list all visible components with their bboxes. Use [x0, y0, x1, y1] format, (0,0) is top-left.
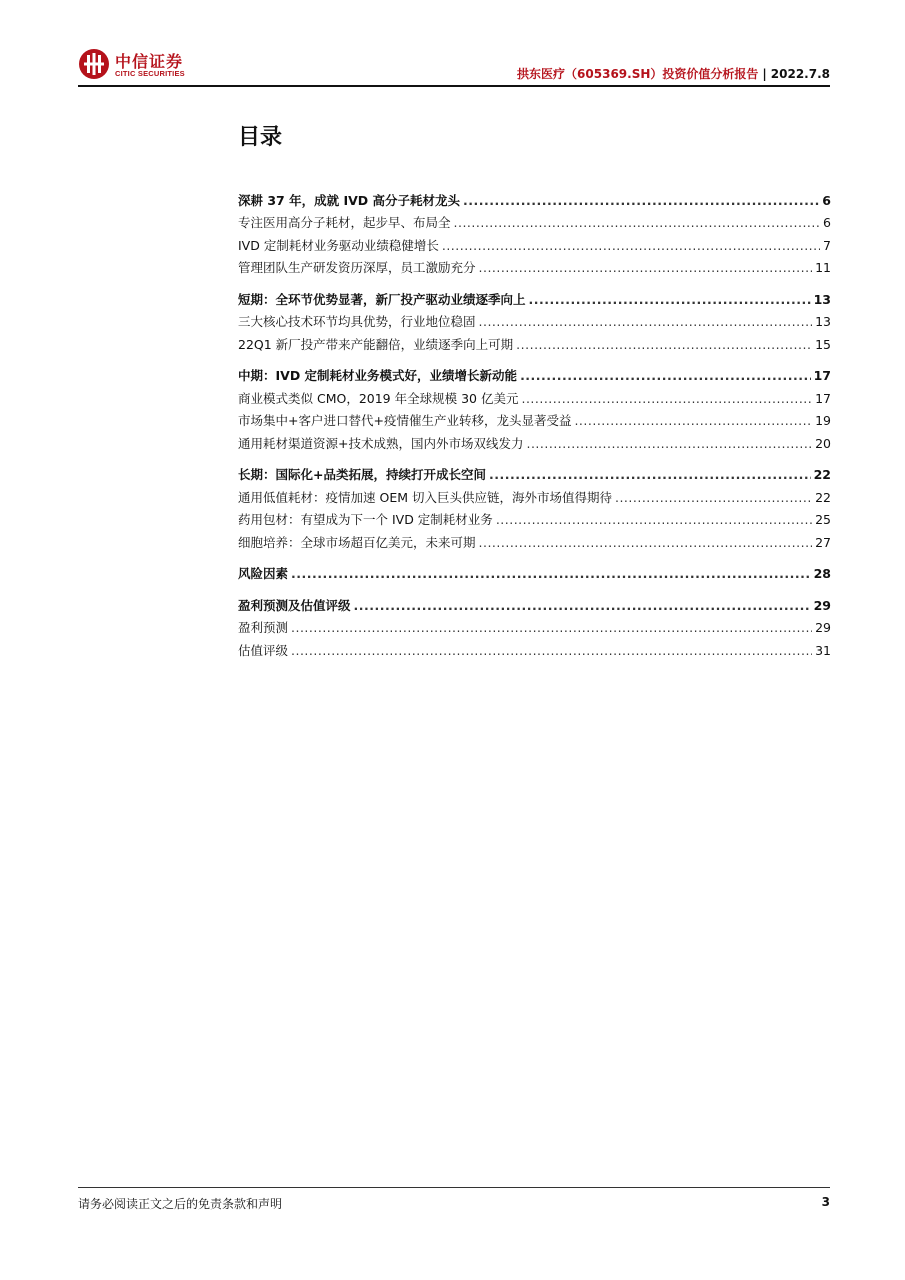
toc-entry-label: 通用低值耗材：疫情加速 OEM 切入巨头供应链，海外市场值得期待 — [238, 489, 612, 505]
toc-dot-leader — [442, 238, 820, 254]
header-rule — [78, 85, 830, 87]
toc-section-entry[interactable] — [238, 362, 831, 385]
toc-dot-leader — [479, 535, 813, 551]
toc-entry-page: 13 — [815, 314, 831, 329]
toc-dot-leader — [354, 598, 811, 614]
toc-dot-leader — [615, 490, 812, 506]
toc-subsection-entry[interactable] — [238, 429, 831, 452]
toc-dot-leader — [516, 337, 812, 353]
toc-entry-label: 专注医用高分子耗材，起步早、布局全 — [238, 215, 451, 230]
toc-section-gap — [238, 582, 831, 591]
toc-entry-page: 20 — [815, 435, 831, 451]
toc-section-entry[interactable] — [238, 186, 831, 209]
toc-entry-page: 6 — [822, 192, 831, 208]
toc-entry-label: 风险因素 — [238, 566, 289, 581]
toc-subsection-entry[interactable] — [238, 407, 831, 430]
toc-entry-page: 28 — [813, 566, 831, 581]
toc-section-gap — [238, 353, 831, 362]
toc-subsection-entry[interactable] — [238, 528, 831, 551]
toc-section-entry[interactable] — [238, 560, 831, 583]
toc-entry-label: 商业模式类似 CMO，2019 年全球规模 30 亿美元 — [238, 390, 519, 406]
toc-dot-leader — [463, 193, 819, 209]
toc-dot-leader — [489, 467, 811, 483]
toc-entry-page: 17 — [813, 368, 831, 383]
header-separator: | — [762, 67, 767, 81]
page-footer — [78, 1187, 830, 1211]
toc-entry-page: 19 — [815, 413, 831, 428]
toc-entry-label: 22Q1 新厂投产带来产能翻倍，业绩逐季向上可期 — [238, 336, 514, 352]
toc-entry-label: 市场集中+客户进口替代+疫情催生产业转移，龙头显著受益 — [238, 413, 572, 428]
toc-entry-page: 13 — [813, 291, 831, 307]
logo-english-name: CITIC SECURITIES — [115, 69, 185, 78]
toc-section-entry[interactable] — [238, 461, 831, 484]
toc-entry-label: 短期：全环节优势显著，新厂投产驱动业绩逐季向上 — [238, 291, 526, 307]
toc-dot-leader — [574, 413, 812, 429]
toc-entry-page: 29 — [815, 620, 831, 635]
toc-dot-leader — [479, 260, 813, 276]
toc-entry-label: 长期：国际化+品类拓展，持续打开成长空间 — [238, 467, 486, 482]
footer-rule — [78, 1187, 830, 1188]
toc-subsection-entry[interactable] — [238, 254, 831, 277]
footer-disclaimer: 请务必阅读正文之后的免责条款和声明 — [78, 1197, 283, 1211]
table-of-contents — [238, 186, 831, 659]
toc-title: 目录 — [238, 125, 283, 150]
page-header — [78, 44, 830, 86]
toc-entry-page: 31 — [815, 642, 831, 658]
toc-entry-page: 15 — [815, 336, 831, 352]
toc-subsection-entry[interactable] — [238, 614, 831, 637]
toc-dot-leader — [520, 368, 811, 384]
toc-dot-leader — [521, 391, 812, 407]
toc-entry-page: 29 — [813, 597, 831, 613]
toc-section-gap — [238, 452, 831, 461]
toc-entry-page: 25 — [815, 512, 831, 527]
toc-section-entry[interactable] — [238, 591, 831, 614]
toc-dot-leader — [529, 292, 811, 308]
toc-entry-label: 细胞培养：全球市场超百亿美元，未来可期 — [238, 534, 476, 550]
toc-subsection-entry[interactable] — [238, 231, 831, 254]
toc-entry-page: 22 — [815, 489, 831, 505]
toc-entry-label: 估值评级 — [238, 642, 289, 658]
toc-entry-page: 22 — [813, 467, 831, 482]
toc-entry-label: 盈利预测及估值评级 — [238, 597, 351, 613]
toc-subsection-entry[interactable] — [238, 384, 831, 407]
toc-section-gap — [238, 276, 831, 285]
toc-dot-leader — [291, 620, 812, 636]
toc-subsection-entry[interactable] — [238, 483, 831, 506]
toc-entry-page: 27 — [815, 534, 831, 550]
toc-subsection-entry[interactable] — [238, 308, 831, 331]
toc-entry-label: 药用包材：有望成为下一个 IVD 定制耗材业务 — [238, 512, 493, 527]
toc-section-entry[interactable] — [238, 285, 831, 308]
report-title: 拱东医疗（605369.SH）投资价值分析报告 — [517, 67, 759, 81]
toc-dot-leader — [526, 436, 812, 452]
toc-subsection-entry[interactable] — [238, 636, 831, 659]
toc-entry-page: 7 — [823, 237, 831, 253]
toc-entry-page: 17 — [815, 390, 831, 406]
toc-dot-leader — [291, 643, 812, 659]
toc-subsection-entry[interactable] — [238, 209, 831, 232]
toc-entry-page: 6 — [823, 215, 831, 230]
toc-entry-label: 管理团队生产研发资历深厚，员工激励充分 — [238, 260, 476, 275]
toc-subsection-entry[interactable] — [238, 506, 831, 529]
header-report-info — [517, 65, 830, 82]
logo-chinese-name: 中信证券 — [115, 52, 184, 71]
toc-entry-label: 深耕 37 年，成就 IVD 高分子耗材龙头 — [238, 192, 461, 208]
toc-entry-label: 通用耗材渠道资源+技术成熟，国内外市场双线发力 — [238, 435, 524, 451]
toc-entry-page: 11 — [815, 260, 831, 275]
citic-logo-icon — [78, 48, 110, 80]
toc-dot-leader — [479, 314, 813, 330]
toc-subsection-entry[interactable] — [238, 330, 831, 353]
report-date: 2022.7.8 — [770, 67, 830, 81]
toc-section-gap — [238, 551, 831, 560]
toc-entry-label: IVD 定制耗材业务驱动业绩稳健增长 — [238, 237, 439, 253]
toc-entry-label: 中期：IVD 定制耗材业务模式好，业绩增长新动能 — [238, 368, 518, 383]
page-number: 3 — [821, 1195, 830, 1209]
toc-entry-label: 盈利预测 — [238, 620, 289, 635]
toc-dot-leader — [496, 512, 812, 528]
toc-dot-leader — [291, 566, 811, 582]
toc-entry-label: 三大核心技术环节均具优势，行业地位稳固 — [238, 314, 476, 329]
toc-dot-leader — [454, 215, 821, 231]
